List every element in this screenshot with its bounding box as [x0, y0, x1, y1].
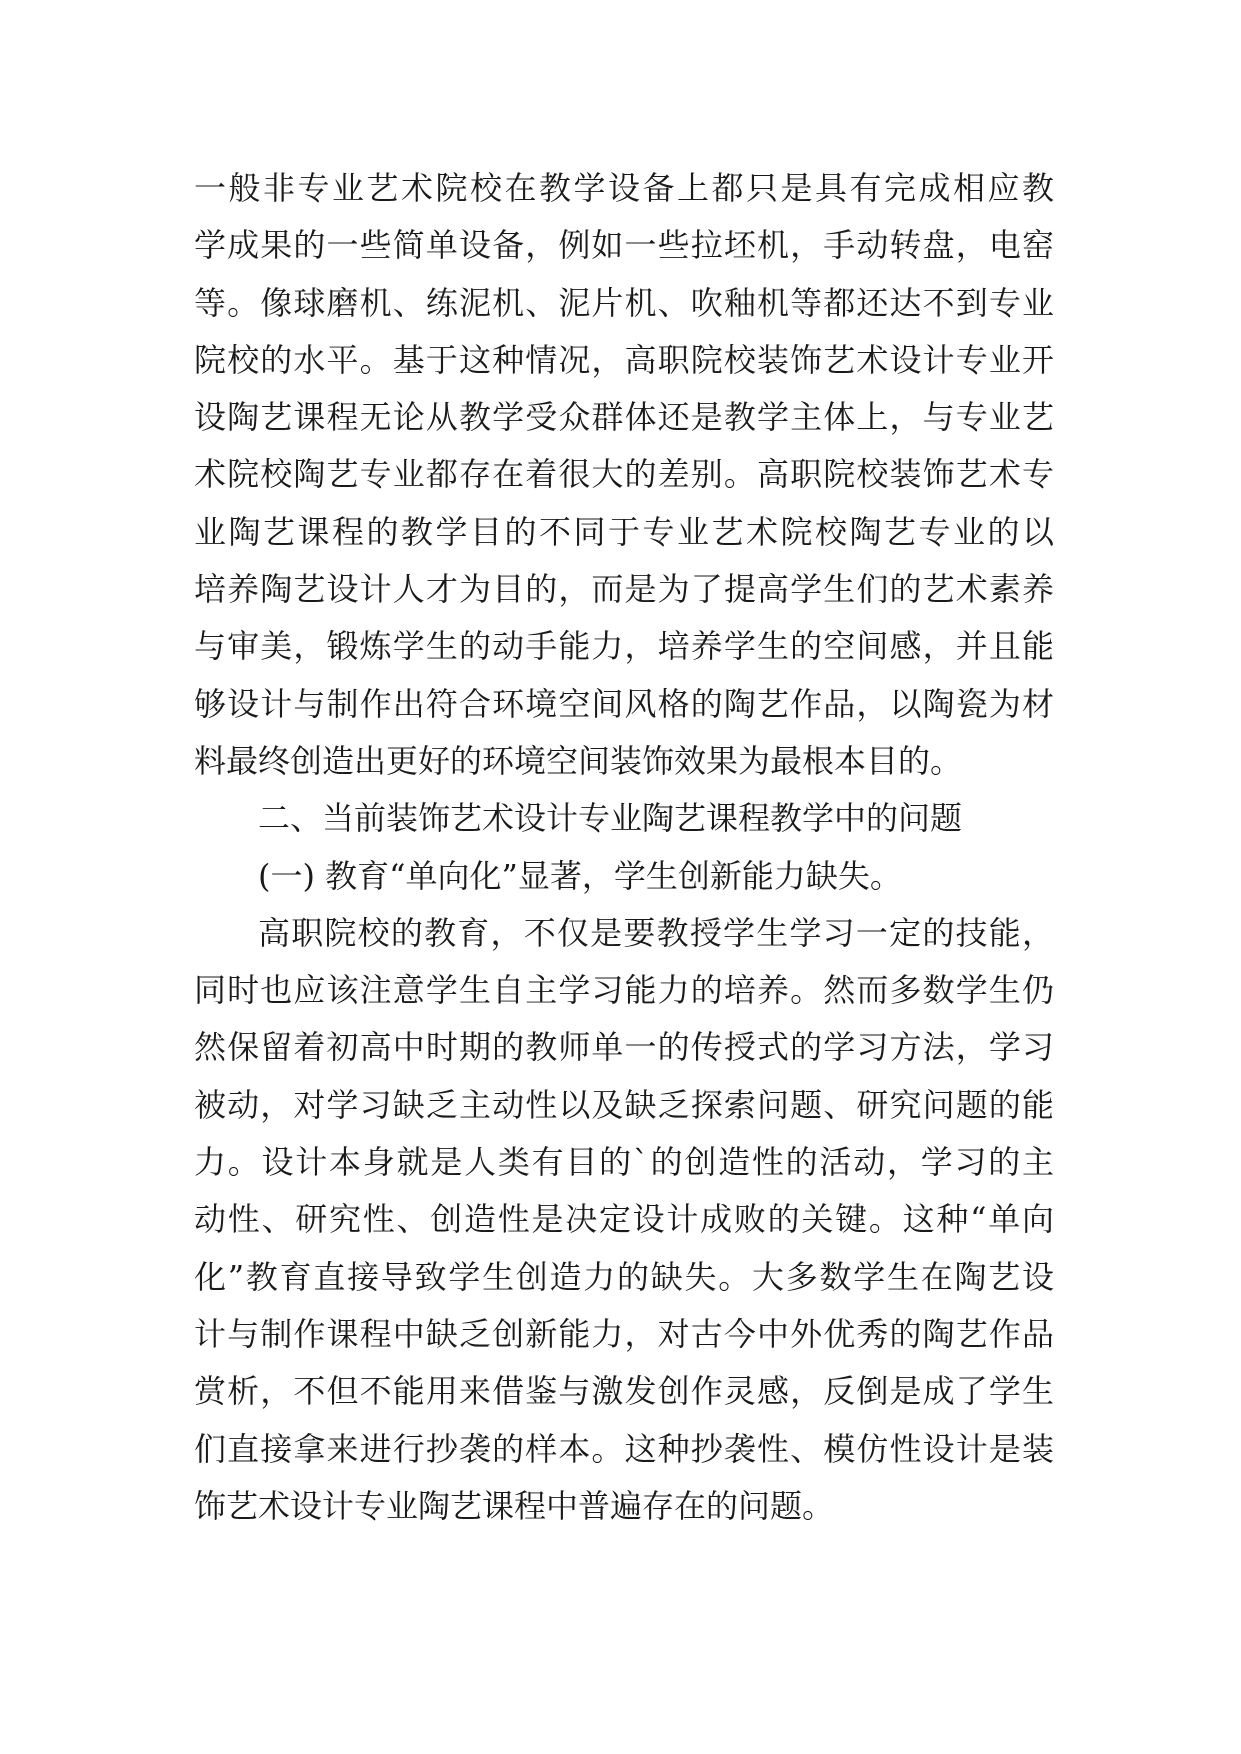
text-line: 然保留着初高中时期的教师单一的传授式的学习方法，学习 [194, 1028, 1054, 1067]
text-line: 被动，对学习缺乏主动性以及缺乏探索问题、研究问题的能 [194, 1085, 1054, 1124]
text-line: 力。设计本身就是人类有目的`的创造性的活动，学习的主 [194, 1143, 1054, 1182]
text-line: 高职院校的教育，不仅是要教授学生学习一定的技能， [258, 913, 1054, 952]
text-line: 料最终创造出更好的环境空间装饰效果为最根本目的。 [194, 741, 963, 780]
text-line: 们直接拿来进行抄袭的样本。这种抄袭性、模仿性设计是装 [194, 1429, 1054, 1468]
subsection-heading: (一) 教育“单向化”显著，学生创新能力缺失。 [258, 856, 902, 895]
text-line: 与审美，锻炼学生的动手能力，培养学生的空间感，并且能 [194, 627, 1054, 666]
text-line: 饰艺术设计专业陶艺课程中普遍存在的问题。 [194, 1486, 835, 1525]
text-line: 赏析，不但不能用来借鉴与激发创作灵感，反倒是成了学生 [194, 1372, 1054, 1411]
text-line: 化”教育直接导致学生创造力的缺失。大多数学生在陶艺设 [194, 1257, 1054, 1296]
text-line: 一般非专业艺术院校在教学设备上都只是具有完成相应教 [194, 169, 1054, 207]
body-text [194, 160, 1054, 1535]
text-line: 业陶艺课程的教学目的不同于专业艺术院校陶艺专业的以 [194, 512, 1054, 551]
text-line: 同时也应该注意学生自主学习能力的培养。然而多数学生仍 [194, 971, 1054, 1010]
text-line: 院校的水平。基于这种情况，高职院校装饰艺术设计专业开 [194, 340, 1054, 379]
text-line: 计与制作课程中缺乏创新能力，对古今中外优秀的陶艺作品 [194, 1314, 1054, 1353]
text-line: 术院校陶艺专业都存在着很大的差别。高职院校装饰艺术专 [194, 455, 1054, 494]
text-line: 够设计与制作出符合环境空间风格的陶艺作品，以陶瓷为材 [194, 684, 1054, 723]
text-line: 学成果的一些简单设备，例如一些拉坯机，手动转盘，电窑 [194, 226, 1054, 265]
text-line: 动性、研究性、创造性是决定设计成败的关键。这种“单向 [194, 1200, 1054, 1239]
text-line: 培养陶艺设计人才为目的，而是为了提高学生们的艺术素养 [194, 570, 1054, 609]
text-line: 设陶艺课程无论从教学受众群体还是教学主体上，与专业艺 [194, 398, 1054, 437]
section-heading: 二、当前装饰艺术设计专业陶艺课程教学中的问题 [258, 799, 963, 838]
text-line: 等。像球磨机、练泥机、泥片机、吹釉机等都还达不到专业 [194, 283, 1054, 322]
